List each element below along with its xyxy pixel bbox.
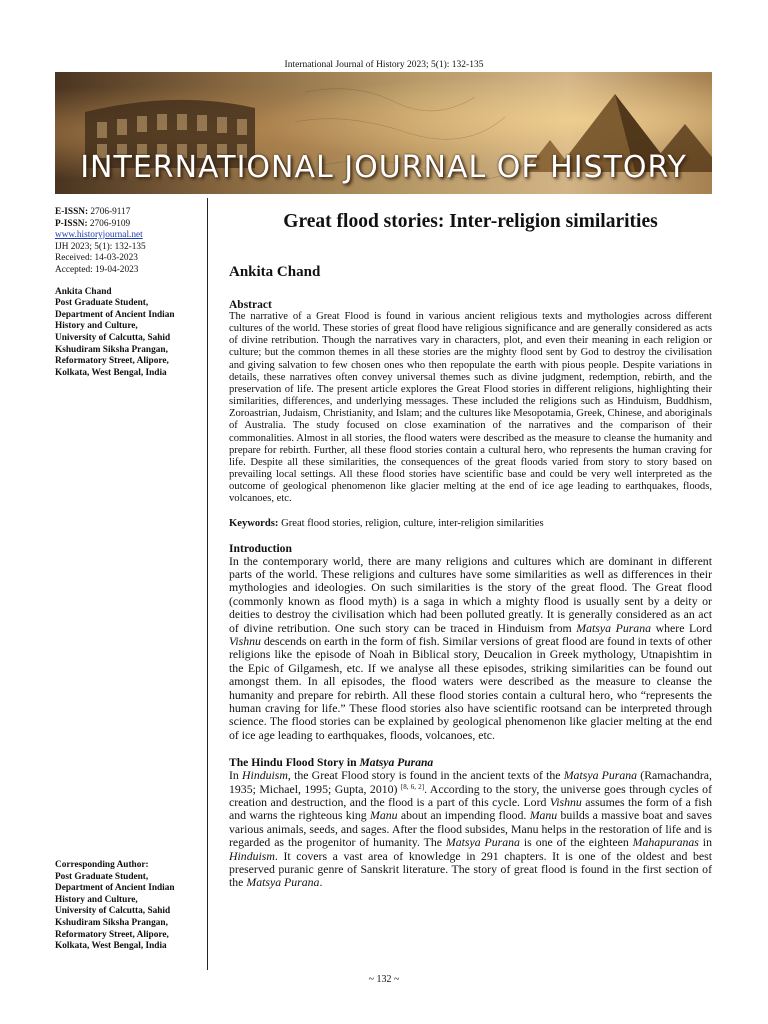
affiliation-line: Kolkata, West Bengal, India bbox=[55, 367, 167, 378]
citation-superscript: [8, 6, 2] bbox=[400, 782, 425, 791]
introduction-text: In the contemporary world, there are many religions and cultures which are dominant in different parts of the world. These religions and cultures have some similarities as well as differences in their mythologies and ideologies. On such similarities is the story of the great flood. The Great flood (commonly known as flood myth) is a saga in which a mighty flood is usually sent by a deity or deities to destroy the civilisation which had been polluted greatly. It is generally considered as an act of divine retribution. One such story can be traced in Hinduism from Matsya Purana where Lord Vishnu descends on earth in the form of fish. Similar versions of great flood are found in texts of other religions like the episode of Noah in Biblical story, Deucalion in Greek mythology, Utnapishtim in the Epic of Gilgamesh, etc. If we analyse all these episodes, striking similarities can be found out amongst them. In all episodes, the flood waters were described as the measure to cleanse the humanity and prepare for rebirth. All these flood stories contain a cultural hero, who “represents the human craving for life.” These flood stories also have scientific rootsand can be interpreted through science. The flood stories can be explained by geological phenomenon like glacier melting at the end of ice age leading to earthquakes, floods, volcanoes, etc. bbox=[229, 553, 712, 742]
column-divider bbox=[207, 198, 208, 970]
hindu-flood-heading: The Hindu Flood Story in Matsya Purana bbox=[229, 756, 434, 770]
ijh-citation: IJH 2023; 5(1): 132-135 bbox=[55, 241, 146, 252]
keywords bbox=[229, 518, 712, 529]
affiliation-line: Kshudiram Siksha Prangan, bbox=[55, 344, 168, 355]
keywords-label: Keywords: bbox=[229, 517, 279, 529]
page-number: ~ 132 ~ bbox=[368, 974, 400, 985]
accepted-date: Accepted: 19-04-2023 bbox=[55, 264, 139, 275]
eissn-value: 2706-9117 bbox=[90, 207, 131, 217]
affiliation-line: University of Calcutta, Sahid bbox=[55, 332, 171, 343]
corresponding-line: History and Culture, bbox=[55, 894, 138, 905]
article-author: Ankita Chand bbox=[229, 264, 321, 280]
received-date: Received: 14-03-2023 bbox=[55, 253, 138, 264]
banner-title: INTERNATIONAL JOURNAL OF HISTORY bbox=[80, 150, 687, 185]
affiliation-line: Department of Ancient Indian bbox=[55, 309, 175, 320]
corresponding-line: Post Graduate Student, bbox=[55, 871, 149, 882]
affiliation-line: History and Culture, bbox=[55, 321, 138, 332]
corresponding-author bbox=[55, 860, 205, 953]
journal-website-link[interactable]: www.historyjournal.net bbox=[55, 230, 143, 241]
corresponding-line: Kolkata, West Bengal, India bbox=[55, 941, 167, 952]
article-title: Great flood stories: Inter-religion similarities bbox=[283, 211, 658, 232]
corresponding-line: University of Calcutta, Sahid bbox=[55, 906, 171, 917]
corresponding-line: Department of Ancient Indian bbox=[55, 883, 175, 894]
journal-citation-header: International Journal of History 2023; 5(1): 132-135 bbox=[284, 60, 484, 70]
corresponding-line: Kshudiram Siksha Prangan, bbox=[55, 917, 168, 928]
corresponding-label: Corresponding Author: bbox=[55, 860, 149, 870]
sidebar-metadata bbox=[55, 207, 205, 379]
pissn-value: 2706-9109 bbox=[89, 218, 131, 229]
article-main bbox=[229, 210, 712, 890]
journal-banner bbox=[55, 72, 712, 194]
corresponding-line: Reformatory Street, Alipore, bbox=[55, 929, 169, 940]
keywords-text: Great flood stories, religion, culture, inter-religion similarities bbox=[281, 517, 544, 529]
author-affiliation bbox=[55, 287, 205, 380]
eissn: E-ISSN: 2706-9117 bbox=[55, 207, 131, 217]
abstract-heading: Abstract bbox=[229, 299, 272, 311]
sidebar-author-name: Ankita Chand bbox=[55, 286, 112, 297]
pissn: P-ISSN: 2706-9109 bbox=[55, 218, 131, 229]
affiliation-line: Reformatory Street, Alipore, bbox=[55, 356, 169, 367]
hindu-flood-text: In Hinduism, the Great Flood story is found in the ancient texts of the Matsya Purana (Ramachandra, 1935; Michael, 1995; Gupta, 2010) [8, 6, 2]. According to the story, the universe goes through cycles of creation and destruction, and the flood is a part of this cycle. Lord Vishnu assumes the form of a fish and warns the righteous king Manu about an impending flood. Manu builds a massive boat and saves various animals, seeds, and sages. After the flood subsides, Manu helps in the restoration of life and is regarded as the progenitor of humanity. The Matsya Purana is one of the eighteen Mahapuranas in Hinduism. It covers a vast area of knowledge in 291 chapters. It is one of the oldest and best preserved puranic genre of Sanskrit literature. The story of great flood is found in the first section of the Matsya Purana. bbox=[229, 768, 712, 890]
abstract-text: The narrative of a Great Flood is found in various ancient religious texts and mythologies across different cultures of the world. These stories of great flood have religious significance and are generally considered as acts of divine retribution. Though the narratives vary in characters, plot, and even their meaning in each religion or culture; but the common themes in all these stories are the mighty flood sent by God to destroy the civilisation and giving salvation to few chosen ones who then repopulate the earth with pious people. Despite variations in details, these narratives often convey universal themes such as divine judgment, redemption, rebirth, and the preservation of life. The present article explores the Great Flood stories in different religions, highlighting their similarities, differences, and underlying messages. These included the religions such as Hinduism, Buddhism, Zoroastrian, Judaism, Christianity, and Islam; and the cultures like Mesopotamia, Greek, Chinese, and aboriginals of Australia. The study focused on close examination of the narratives and the comparison of their commonalities. Almost in all stories, the flood waters were described as the measure to cleanse the humanity and prepare for rebirth. Further, all these flood stories contain a cultural hero, who represents the human craving for life. Despite all these similarities, the consequences of the great floods varied from story to story based on prevailing local settings. All these flood stories have scientific base and could be very well interpreted as the outcome of geological phenomenon like glacier melting at the end of ice age leading to earthquakes, floods, volcanoes, etc. bbox=[229, 311, 712, 505]
introduction-heading: Introduction bbox=[229, 541, 292, 555]
affiliation-line: Post Graduate Student, bbox=[55, 298, 149, 309]
